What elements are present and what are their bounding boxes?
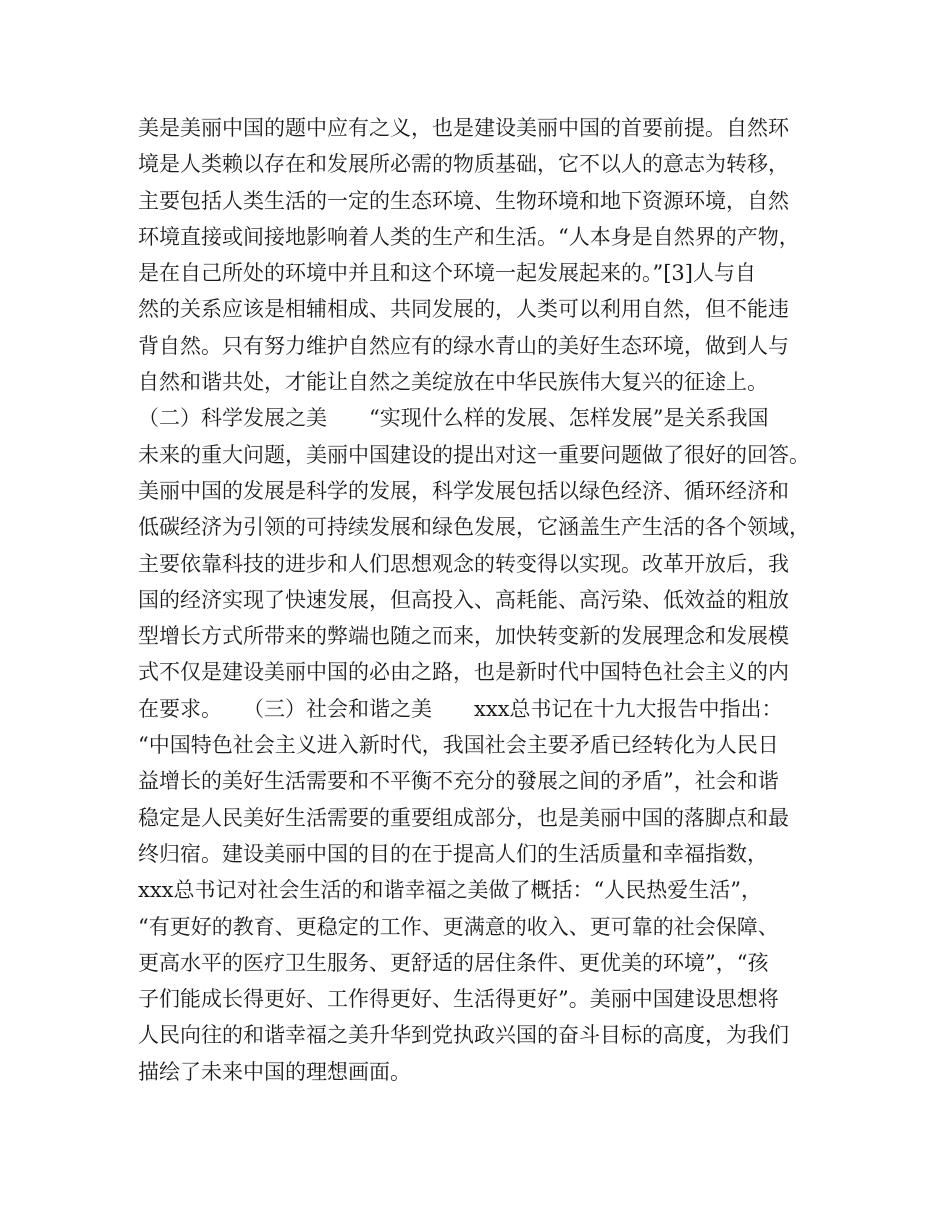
- text-line: 人民向往的和谐幸福之美升华到党执政兴国的奋斗目标的高度，为我们: [138, 1023, 789, 1048]
- text-line: 国的经济实现了快速发展，但高投入、高耗能、高污染、低效益的粗放: [138, 587, 789, 612]
- text-line: 环境直接或间接地影响着人类的生产和生活。“人本身是自然界的产物，: [138, 224, 800, 249]
- text-line: “有更好的教育、更稳定的工作、更满意的收入、更可靠的社会保障、: [138, 914, 779, 939]
- text-line: “中国特色社会主义进入新时代，我国社会主要矛盾已经转化为人民日: [138, 733, 779, 758]
- text-line: 自然和谐共处，才能让自然之美绽放在中华民族伟大复兴的征途上。: [138, 370, 768, 395]
- body-text: [138, 110, 828, 1090]
- text-line: 主要依靠科技的进步和人们思想观念的转变得以实现。改革开放后，我: [138, 551, 789, 576]
- text-line: 是在自己所处的环境中并且和这个环境一起发展起来的。”[3]人与自: [138, 261, 756, 286]
- text-line: 益增长的美好生活需要和不平衡不充分的發展之间的矛盾”，社会和谐: [138, 769, 779, 794]
- text-line: 子们能成长得更好、工作得更好、生活得更好”。美丽中国建设思想将: [138, 987, 779, 1012]
- text-line: 境是人类赖以存在和发展所必需的物质基础，它不以人的意志为转移，: [138, 152, 789, 177]
- text-line: 主要包括人类生活的一定的生态环境、生物环境和地下资源环境，自然: [138, 188, 789, 213]
- text-line: 终归宿。建设美丽中国的目的在于提高人们的生活质量和幸福指数，: [138, 841, 768, 866]
- text-line: 稳定是人民美好生活需要的重要组成部分，也是美丽中国的落脚点和最: [138, 805, 789, 830]
- text-line: 更高水平的医疗卫生服务、更舒适的居住条件、更优美的环境”，“孩: [138, 950, 769, 975]
- text-line: 低碳经济为引领的可持续发展和绿色发展，它涵盖生产生活的各个领域，: [138, 515, 810, 540]
- text-line: 未来的重大问题，美丽中国建设的提出对这一重要问题做了很好的回答。: [138, 442, 810, 467]
- text-line: 美是美丽中国的题中应有之义，也是建设美丽中国的首要前提。自然环: [138, 116, 789, 140]
- section-heading-line: 在要求。 （三）社会和谐之美 xxx总书记在十九大报告中指出：: [138, 696, 783, 721]
- text-line: 型增长方式所带来的弊端也随之而来，加快转变新的发展理念和发展模: [138, 624, 789, 649]
- text-line: 然的关系应该是相辅相成、共同发展的，人类可以利用自然，但不能违: [138, 297, 789, 322]
- section-heading-line: （二）科学发展之美 “实现什么样的发展、怎样发展”是关系我国: [138, 406, 769, 431]
- text-line: 美丽中国的发展是科学的发展，科学发展包括以绿色经济、循环经济和: [138, 478, 789, 503]
- text-line: 背自然。只有努力维护自然应有的绿水青山的美好生态环境，做到人与: [138, 333, 789, 358]
- text-line: 式不仅是建设美丽中国的必由之路，也是新时代中国特色社会主义的内: [138, 660, 789, 685]
- text-line: 描绘了未来中国的理想画面。: [138, 1059, 411, 1084]
- text-line: xxx总书记对社会生活的和谐幸福之美做了概括：“人民热爱生活”，: [138, 878, 762, 903]
